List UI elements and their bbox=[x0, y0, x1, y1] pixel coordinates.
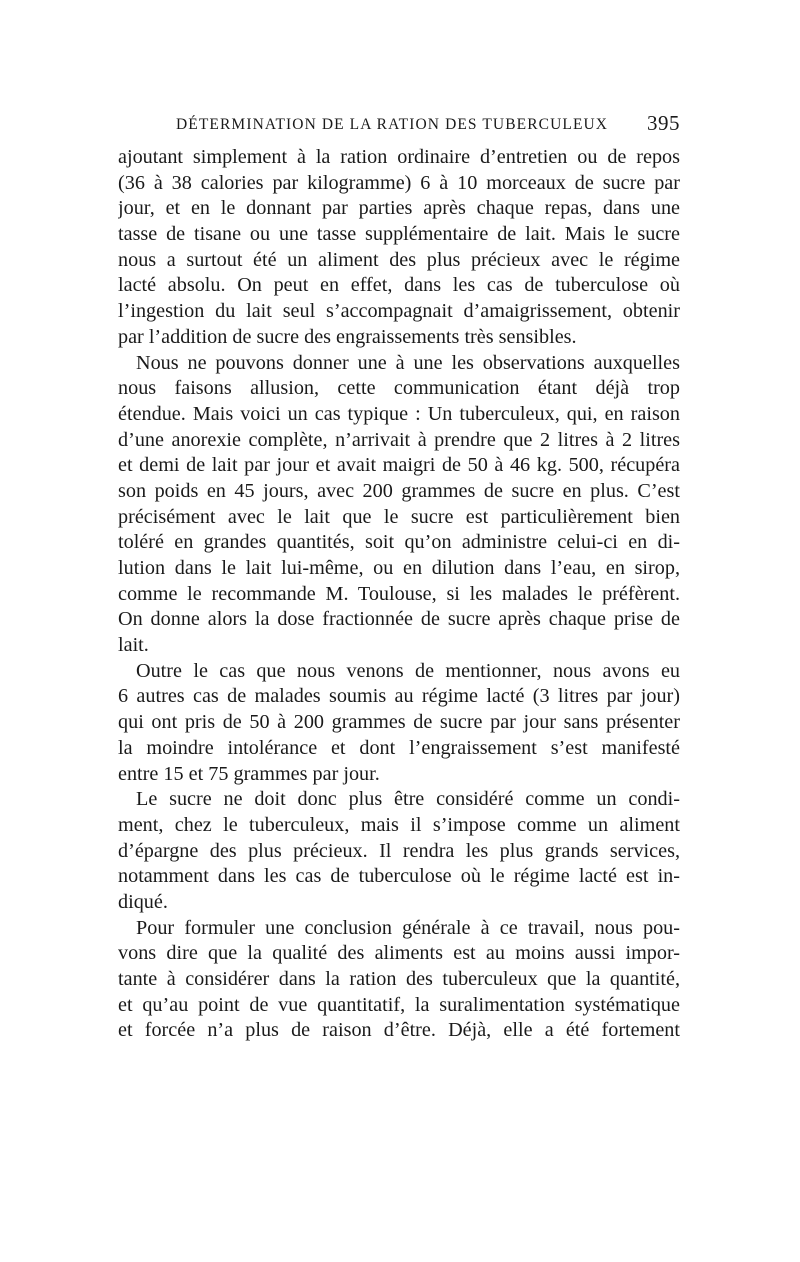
text-line: notamment dans les cas de tuberculose où le régime lacté est in- bbox=[118, 865, 680, 888]
text-line: comme le recommande M. Toulouse, si les malades le préfèrent. bbox=[118, 582, 680, 605]
text-line: nous a surtout été un aliment des plus précieux avec le régime bbox=[118, 248, 680, 271]
page-number: 395 bbox=[647, 111, 680, 135]
text-line: diqué. bbox=[118, 890, 168, 913]
text-line: vons dire que la qualité des aliments est au moins aussi impor- bbox=[118, 942, 680, 965]
text-line: Outre le cas que nous venons de mentionner, nous avons eu bbox=[136, 659, 680, 682]
text-line: et forcée n’a plus de raison d’être. Déjà, elle a été fortement bbox=[118, 1019, 680, 1042]
text-line: son poids en 45 jours, avec 200 grammes de sucre en plus. C’est bbox=[118, 479, 680, 502]
text-line: tasse de tisane ou une tasse supplémentaire de lait. Mais le sucre bbox=[118, 223, 680, 246]
text-line: la moindre intolérance et dont l’engraissement s’est manifesté bbox=[118, 736, 680, 759]
text-line: lait. bbox=[118, 634, 149, 657]
text-line: ajoutant simplement à la ration ordinaire d’entretien ou de repos bbox=[118, 146, 680, 168]
text-line: et demi de lait par jour et avait maigri de 50 à 46 kg. 500, récupéra bbox=[118, 454, 680, 477]
text-line: jour, et en le donnant par parties après chaque repas, dans une bbox=[118, 197, 680, 220]
text-line: d’épargne des plus précieux. Il rendra les plus grands services, bbox=[118, 839, 680, 862]
text-line: par l’addition de sucre des engraissements très sensibles. bbox=[118, 325, 577, 348]
text-line: l’ingestion du lait seul s’accompagnait d’amaigrissement, obtenir bbox=[118, 300, 680, 323]
book-page bbox=[118, 103, 680, 1044]
text-line: Pour formuler une conclusion générale à ce travail, nous pou- bbox=[136, 916, 680, 939]
text-line: toléré en grandes quantités, soit qu’on administre celui-ci en di- bbox=[118, 531, 680, 554]
running-title: DÉTERMINATION DE LA RATION DES TUBERCULEUX bbox=[176, 116, 609, 133]
text-line: précisément avec le lait que le sucre est particulièrement bien bbox=[118, 505, 680, 528]
text-line: lution dans le lait lui-même, ou en dilution dans l’eau, en sirop, bbox=[118, 557, 680, 579]
body-text bbox=[118, 145, 680, 1044]
text-line: (36 à 38 calories par kilogramme) 6 à 10 morceaux de sucre par bbox=[118, 171, 680, 194]
text-line: lacté absolu. On peut en effet, dans les cas de tuberculose où bbox=[118, 274, 680, 297]
text-line: ment, chez le tuberculeux, mais il s’impose comme un aliment bbox=[118, 813, 680, 836]
text-line: nous faisons allusion, cette communication étant déjà trop bbox=[118, 377, 680, 400]
text-line: Le sucre ne doit donc plus être considéré comme un condi- bbox=[136, 788, 680, 811]
text-line: étendue. Mais voici un cas typique : Un tuberculeux, qui, en raison bbox=[118, 402, 680, 425]
text-line: et qu’au point de vue quantitatif, la suralimentation systématique bbox=[118, 993, 680, 1016]
running-head bbox=[118, 103, 680, 143]
text-line: tante à considérer dans la ration des tuberculeux que la quantité, bbox=[118, 968, 680, 990]
text-line: qui ont pris de 50 à 200 grammes de sucre par jour sans présenter bbox=[118, 711, 680, 734]
text-line: 6 autres cas de malades soumis au régime lacté (3 litres par jour) bbox=[118, 685, 680, 708]
text-line: entre 15 et 75 grammes par jour. bbox=[118, 762, 380, 785]
text-line: Nous ne pouvons donner une à une les observations auxquelles bbox=[136, 351, 680, 374]
text-line: On donne alors la dose fractionnée de sucre après chaque prise de bbox=[118, 608, 680, 631]
text-line: d’une anorexie complète, n’arrivait à prendre que 2 litres à 2 litres bbox=[118, 428, 680, 451]
